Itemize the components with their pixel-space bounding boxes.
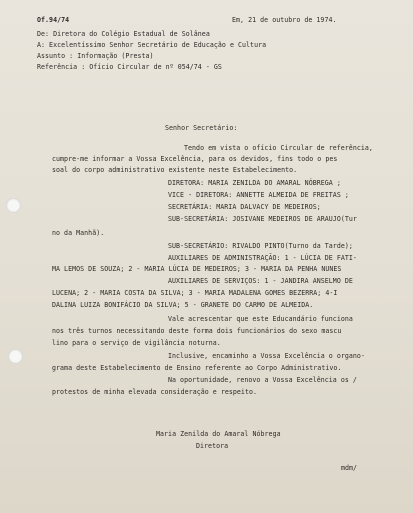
staff-admin-assistants: AUXILIARES DE ADMINISTRAÇÃO: 1 - LÚCIA DE FATI- — [168, 254, 357, 262]
body-line: DALINA LUIZA BONIFÁCIO DA SILVA; 5 - GRANETE DO CARMO DE ALMEIDA. — [52, 301, 314, 309]
staff-vice-director: VICE - DIRETORA: ANNETTE ALMEIDA DE FREITAS ; — [168, 191, 349, 199]
salutation: Senhor Secretário: — [165, 124, 238, 132]
typist-initials: mdm/ — [341, 464, 358, 472]
body-line: cumpre-me informar a Vossa Excelência, para os devidos, fins todo o pes — [52, 155, 338, 163]
signature-title: Diretora — [196, 442, 229, 450]
punch-hole-bottom — [8, 349, 23, 364]
staff-director: DIRETORA: MARIA ZENILDA DO AMARAL NÓBREGA ; — [168, 179, 341, 187]
body-line: Inclusive, encaminho a Vossa Excelência o organo- — [168, 352, 365, 360]
place-date: Em, 21 de outubro de 1974. — [232, 16, 337, 24]
body-line: MA LEMOS DE SOUZA; 2 - MARIA LÚCIA DE MEDEIROS; 3 - MARIA DA PENHA NUNES — [52, 265, 342, 273]
reference-number: Of.94/74 — [37, 16, 70, 24]
body-line: LUCENA; 2 - MARIA COSTA DA SILVA; 3 - MARIA MADALENA GOMES BEZERRA; 4-I — [52, 289, 338, 297]
body-line: nos três turnos necessitando deste forma dois funcionários do sexo mascu — [52, 327, 342, 335]
body-line: lino para o serviço de vigilância noturna. — [52, 339, 221, 347]
body-line: Vale acrescentar que este Educandário funciona — [168, 315, 353, 323]
body-line: protestos de minha elevada consideração e respeito. — [52, 388, 258, 396]
to-line: A: Excelentíssimo Senhor Secretário de Educação e Cultura — [37, 41, 267, 49]
staff-sub-secretary-morning: SUB-SECRETÁRIA: JOSIVANE MEDEIROS DE ARAUJO(Tur — [168, 215, 357, 223]
from-line: De: Diretora do Colégio Estadual de Solânea — [37, 30, 210, 38]
staff-secretary: SECRETÁRIA: MARIA DALVACY DE MEDEIROS; — [168, 203, 321, 211]
punch-hole-top — [6, 198, 21, 213]
subject-line: Assunto : Informação (Presta) — [37, 52, 154, 60]
body-line: no da Manhã). — [52, 229, 105, 237]
body-line: soal do corpo administrativo existente neste Estabelecimento. — [52, 166, 298, 174]
signature-name: Maria Zenilda do Amaral Nóbrega — [156, 430, 281, 438]
body-line: grama deste Estabelecimento de Ensino referente ao Corpo Administrativo. — [52, 364, 342, 372]
staff-service-assistants: AUXILIARES DE SERVIÇOS: 1 - JANDIRA ANSELMO DE — [168, 277, 353, 285]
staff-sub-secretary-afternoon: SUB-SECRETÁRIO: RIVALDO PINTO(Turno da Tarde); — [168, 242, 353, 250]
body-line: Tendo em vista o ofício Circular de referência, — [184, 144, 373, 152]
reference-line: Referência : Ofício Circular de nº 054/74 - GS — [37, 63, 222, 71]
body-line: Na oportunidade, renovo a Vossa Excelência os / — [168, 376, 357, 384]
